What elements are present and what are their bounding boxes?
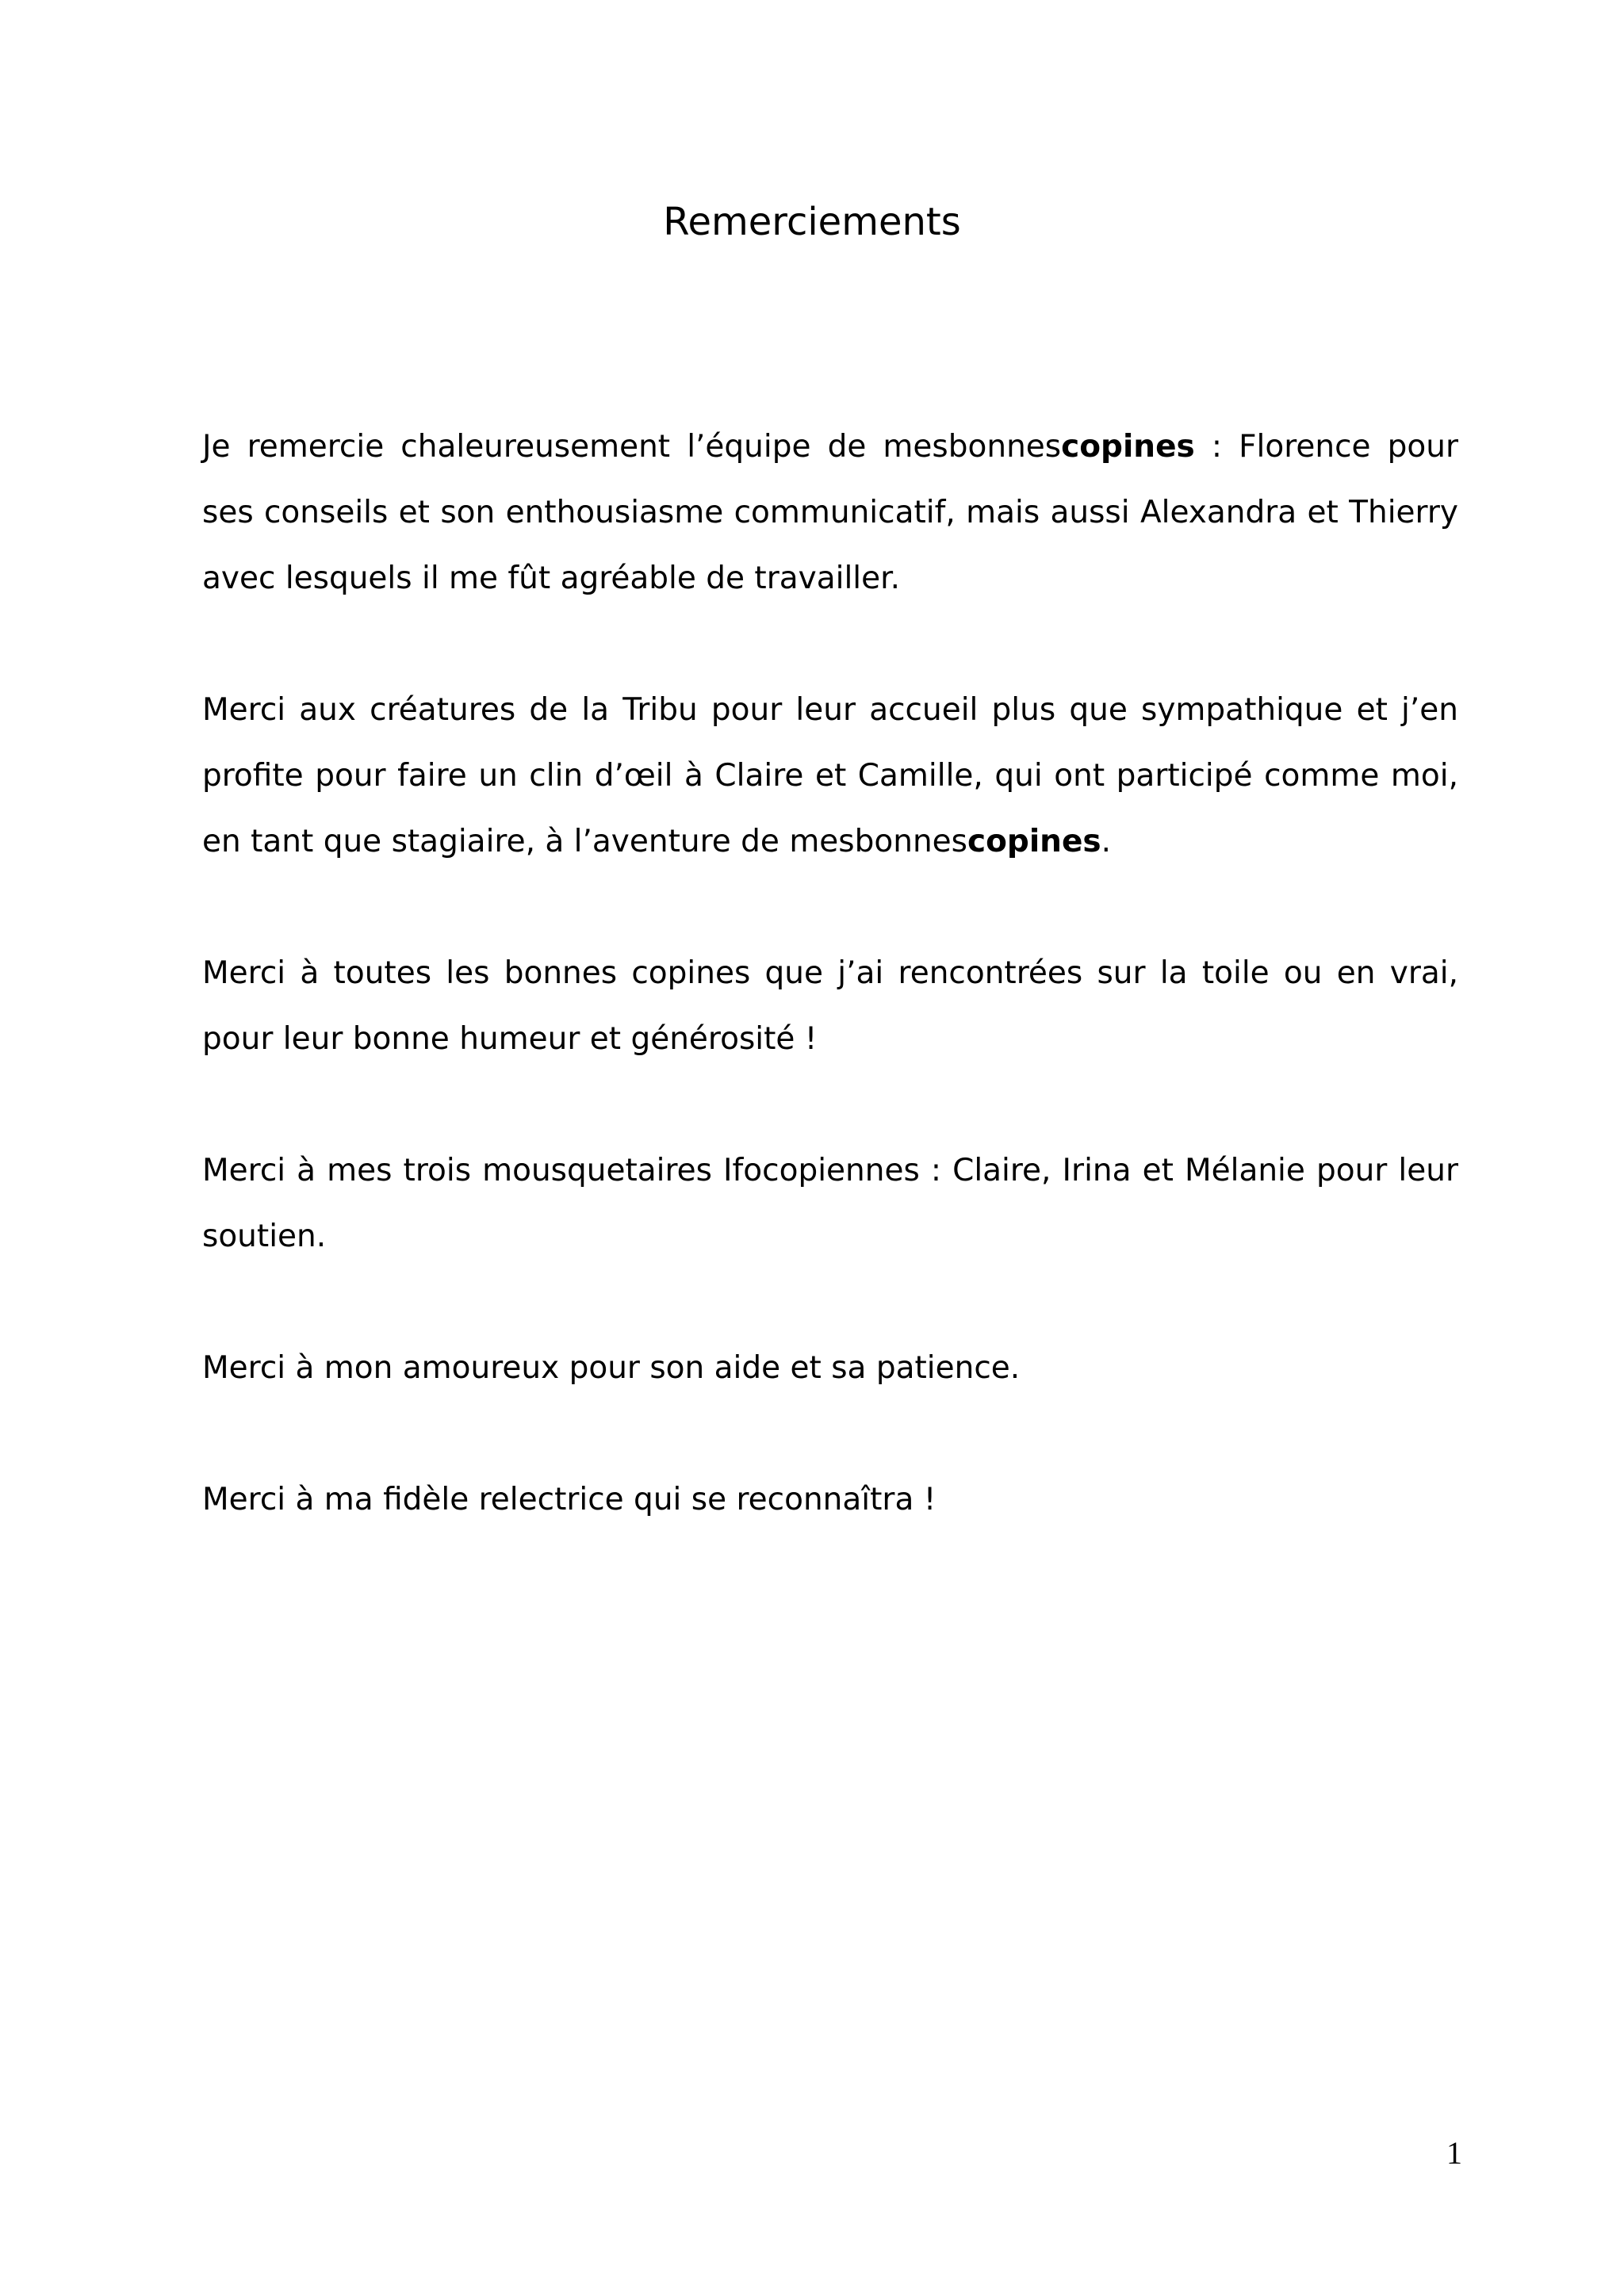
page-title: Remerciements [663, 200, 961, 244]
paragraph-proofreader: Merci à ma fidèle relectrice qui se reconnaîtra ! [202, 1482, 936, 1517]
paragraph-team-text-end: : Florence pour ses conseils et son enthousiasme communicatif, mais aussi Alexandra et Thierry avec lesquels il me fût agréable de travailler. [202, 429, 1459, 596]
paragraph-tribe-text-end: . [1101, 824, 1112, 859]
acknowledgements-body [202, 414, 1458, 1533]
brand-name-bold: copines [967, 824, 1101, 859]
paragraph-tribe-text-start: Merci aux créatures de la Tribu pour leur accueil plus que sympathique et j’en profite pour faire un clin d’œil à Claire et Camille, qui ont participé comme moi, en tant que stagiaire, à l’aventure de mesbonnes [202, 692, 1458, 859]
brand-name-bold: copines [1061, 429, 1195, 465]
paragraph-tribe [202, 677, 1458, 874]
paragraph-copines: Merci à toutes les bonnes copines que j’ai rencontrées sur la toile ou en vrai, pour leur bonne humeur et générosité ! [202, 955, 1458, 1057]
paragraph-team [202, 414, 1458, 611]
paragraph-team-text-start: Je remercie chaleureusement l’équipe de mesbonnes [202, 429, 1062, 465]
paragraph-musketeers: Merci à mes trois mousquetaires Ifocopiennes : Claire, Irina et Mélanie pour leur soutien. [202, 1153, 1458, 1254]
paragraph-partner: Merci à mon amoureux pour son aide et sa patience. [202, 1350, 1021, 1386]
page-number: 1 [1446, 2135, 1462, 2171]
